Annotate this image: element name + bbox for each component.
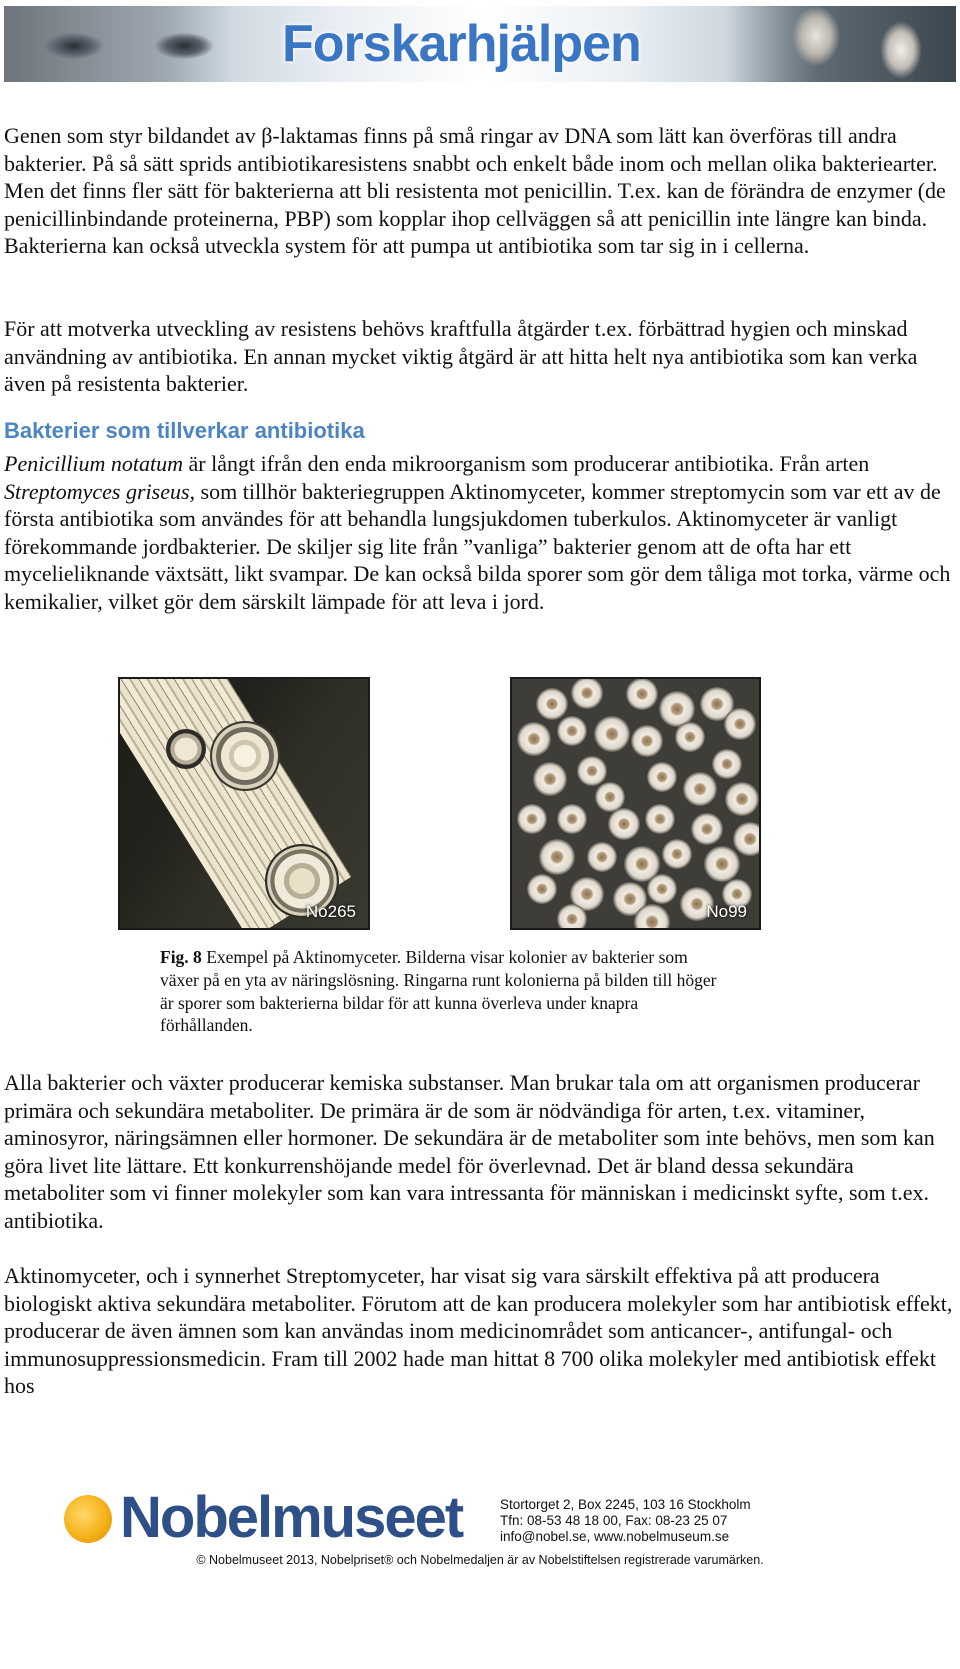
phone-line: Tfn: 08-53 48 18 00, Fax: 08-23 25 07: [500, 1513, 728, 1528]
spore-colony: [571, 679, 603, 709]
paragraph-text: är långt ifrån den enda mikroorganism som producerar antibiotika. Från arten: [183, 451, 870, 476]
footer-address: [500, 1497, 751, 1545]
colony-field: [512, 679, 761, 930]
spore-colony: [594, 716, 630, 752]
banner-lab-photo: [726, 6, 956, 82]
caption-text: Exempel på Aktinomyceter. Bilderna visar kolonier av bakterier som växer på en yta av näringslösning. Ringarna runt kolonierna på bilden till höger är sporer som bakterierna bildar för att kunna överleva under knapra förhållanden.: [160, 947, 717, 1036]
address-line: Stortorget 2, Box 2245, 103 16 Stockholm: [500, 1497, 751, 1512]
spore-colony: [536, 688, 568, 720]
spore-colony: [647, 874, 677, 904]
photo-colonies-no99: [510, 677, 761, 930]
contact-line: info@nobel.se, www.nobelmuseum.se: [500, 1529, 730, 1544]
spore-colony: [517, 722, 551, 756]
nobel-medal-logo: [64, 1495, 112, 1543]
paragraph-metabolites: Alla bakterier och växter producerar kemiska substanser. Man brukar tala om att organismen producerar primära och sekundära metaboliter. De primära är de som är nödvändiga för arten, t.ex. vitaminer, aminosyror, näringsämnen eller hormoner. De sekundära är de metaboliter som inte behövs, men som kan göra livet lite lättare. Ett konkurrenshöjande medel för överlevnad. Det är bland dessa sekundära metaboliter som vi finner molekyler som kan vara intressanta för människan i medicinskt syfte, som t.ex. antibiotika.: [4, 1070, 935, 1233]
spore-colony: [608, 808, 640, 840]
spore-colony: [533, 762, 567, 796]
paragraph-text: som tillhör bakteriegruppen Aktinomyceter, kommer streptomycin som var ett av de första antibiotika som användes för att behandla lungsjukdomen tuberkulos. Aktinomyceter är vanligt förekommande jordbakterier. De skiljer sig lite från ”vanliga” bakterier genom att de ofta har ett mycelieliknande växtsätt, likt svampar. De kan också bilda sporer som gör dem tåliga mot torka, värme och kemikalier, vilket gör dem särskilt lämpade för att leva i jord.: [4, 478, 951, 614]
header-banner: [4, 6, 956, 82]
colony: [166, 729, 206, 769]
figure-number: Fig. 8: [160, 947, 202, 967]
banner-title: Forskarhjälpen: [282, 15, 641, 73]
footer-brand: Nobelmuseet: [120, 1485, 463, 1550]
spore-colony: [557, 804, 587, 834]
spore-colony: [557, 716, 587, 746]
section-heading: Bakterier som tillverkar antibiotika: [4, 418, 365, 443]
spore-colony: [527, 874, 557, 904]
paragraph-resistance-mechanisms: Genen som styr bildandet av β-laktamas finns på små ringar av DNA som lätt kan överföras till andra bakterier. På så sätt sprids antibiotikaresistens snabbt och enkelt både inom och mellan olika bakteriearter. Men det finns fler sätt för bakterierna att bli resistenta mot penicillin. T.ex. kan de förändra de enzymer (de penicillinbindande proteinerna, PBP) som kopplar ihop cellväggen så att penicillin inte längre kan binda. Bakterierna kan också utveckla system för att pumpa ut antibiotika som tar sig in i cellerna.: [4, 123, 946, 259]
spore-colony: [691, 813, 723, 845]
paragraph-actinomycetes: [4, 450, 956, 616]
photo-label: No99: [706, 902, 747, 921]
footer-copyright: © Nobelmuseet 2013, Nobelpriset® och Nobelmedaljen är av Nobelstiftelsen registrerade varumärken.: [196, 1553, 764, 1567]
spore-colony: [631, 725, 663, 757]
spore-colony: [517, 804, 547, 834]
spore-colony: [733, 822, 761, 856]
spore-colony: [626, 679, 658, 710]
spore-colony: [712, 749, 742, 779]
spore-colony: [539, 839, 575, 875]
spore-colony: [725, 782, 759, 816]
spore-colony: [704, 846, 740, 882]
spore-colony: [595, 782, 625, 812]
spore-colony: [683, 772, 717, 806]
spore-colony: [577, 756, 607, 786]
photo-label: No265: [305, 902, 356, 921]
spore-colony: [675, 722, 705, 752]
paragraph-resistance-countermeasures: För att motverka utveckling av resistens behövs kraftfulla åtgärder t.ex. förbättrad hygien och minskad användning av antibiotika. En annan mycket viktig åtgärd är att hitta helt nya antibiotika som kan verka även på resistenta bakterier.: [4, 316, 918, 397]
species-name-streptomyces: Streptomyces griseus,: [4, 478, 196, 504]
figure-caption: [160, 946, 730, 1037]
spore-colony: [659, 691, 695, 727]
spore-colony: [662, 839, 692, 869]
banner-face-photo: [4, 6, 234, 82]
species-name-penicillium: Penicillium notatum: [4, 451, 184, 476]
spore-colony: [647, 762, 677, 792]
spore-colony: [724, 708, 756, 740]
photo-colonies-no265: [118, 677, 370, 930]
spore-colony: [587, 842, 617, 872]
colony: [210, 721, 280, 791]
paragraph-streptomycetes: Aktinomyceter, och i synnerhet Streptomyceter, har visat sig vara särskilt effektiva på att producera biologiskt aktiva sekundära metaboliter. Förutom att de kan producera molekyler som har antibiotisk effekt, producerar de även ämnen som kan användas inom medicinområdet som anticancer-, antifungal- och immunosuppressionsmedicin. Fram till 2002 hade man hittat 8 700 olika molekyler med antibiotisk effekt hos: [4, 1263, 953, 1399]
spore-colony: [645, 804, 675, 834]
